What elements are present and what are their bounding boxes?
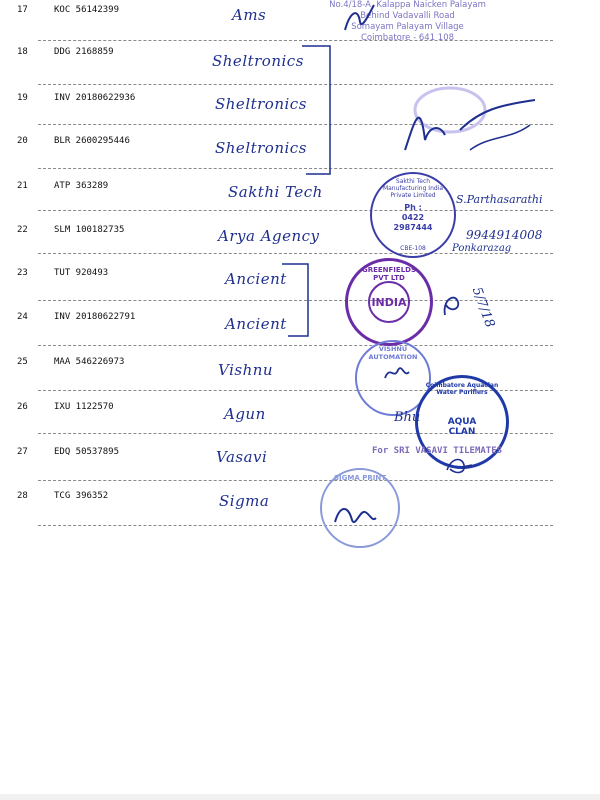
row-code: KOC 56142399: [54, 5, 120, 15]
phone-label: Ph :: [404, 203, 422, 212]
row-code: DDG 2168859: [54, 47, 114, 57]
row-number: 19: [17, 93, 28, 103]
phone-code: 0422: [401, 213, 425, 222]
row-number: 25: [17, 357, 28, 367]
bracket-ancient: [280, 262, 320, 342]
row-number: 26: [17, 402, 28, 412]
vasavi-stamp: For SRI VASAVI TILEMATES: [372, 446, 503, 456]
phone-number: 2987444: [393, 223, 433, 232]
page-bottom-edge: [0, 794, 600, 800]
stamp-line-2: Behind Vadavalli Road: [360, 11, 455, 21]
row-number: 18: [17, 47, 28, 57]
row-number: 20: [17, 136, 28, 146]
row-divider: [38, 525, 553, 526]
stamp-ring-text: VISHNU AUTOMATION: [368, 345, 418, 361]
signature-scribble-vishnu: [382, 360, 412, 385]
name-note: Ponkarazag: [452, 243, 512, 254]
row-signature: Sakthi Tech: [228, 183, 323, 201]
stamp-line-4: Coimbatore - 641 108: [360, 33, 455, 43]
row-code: INV 20180622791: [54, 312, 136, 322]
row-code: EDQ 50537895: [54, 447, 120, 457]
sakthi-tech-stamp: [370, 172, 456, 258]
stamp-bottom: CBE-108: [400, 245, 426, 252]
row-signature: Ams: [232, 6, 267, 24]
stamp-line-3: Somayam Palayam Village: [351, 22, 464, 32]
row-number: 24: [17, 312, 28, 322]
row-number: 21: [17, 181, 28, 191]
bracket-sheltronics: [300, 44, 340, 184]
row-signature: Vasavi: [216, 448, 268, 466]
aqua-label: AQUA: [447, 417, 477, 427]
row-divider: [38, 168, 553, 169]
signature-scribble-ancient: [440, 290, 470, 320]
signature-scribble-sheltronics: [400, 80, 550, 160]
row-signature: Sigma: [219, 492, 270, 510]
bhu-note: Bhu: [394, 410, 421, 425]
row-code: INV 20180622936: [54, 93, 136, 103]
row-signature: Agun: [224, 405, 266, 423]
stamp-ring-text: SIGMA PRINT: [334, 474, 386, 482]
row-divider: [38, 480, 553, 481]
signature-scribble-sigma: [330, 500, 380, 530]
stamp-ring-text: Sakthi Tech Manufacturing India Private Limited: [382, 178, 444, 199]
stamp-ring-text: Coimbatore Aquaclan Water Purifiers: [425, 382, 499, 396]
row-signature: Sheltronics: [212, 52, 304, 70]
clan-label: CLAN: [448, 427, 476, 437]
row-code: TUT 920493: [54, 268, 109, 278]
row-signature: Ancient: [225, 270, 287, 288]
row-code: BLR 2600295446: [54, 136, 130, 146]
row-signature: Arya Agency: [218, 227, 320, 245]
row-number: 28: [17, 491, 28, 501]
date-note: 5/7/18: [468, 285, 498, 330]
row-signature: Sheltronics: [215, 139, 307, 157]
row-code: SLM 100182735: [54, 225, 125, 235]
row-signature: Ancient: [225, 315, 287, 333]
row-code: MAA 546226973: [54, 357, 125, 367]
row-signature: Vishnu: [218, 361, 274, 379]
row-number: 23: [17, 268, 28, 278]
greenfields-stamp: [345, 258, 433, 346]
row-code: TCG 396352: [54, 491, 109, 501]
row-number: 17: [17, 5, 28, 15]
stamp-center: INDIA: [368, 281, 410, 323]
row-divider: [38, 345, 553, 346]
row-code: IXU 1122570: [54, 402, 114, 412]
row-number: 22: [17, 225, 28, 235]
stamp-ring-text: GREENFIELDS PVT LTD: [361, 266, 417, 282]
stamp-line-1: No.4/18-A, Kalappa Naicken Palayam: [329, 0, 486, 10]
row-number: 27: [17, 447, 28, 457]
signature-scribble-top: [340, 2, 380, 32]
signature-scribble-vasavi: [444, 455, 474, 477]
row-code: ATP 363289: [54, 181, 109, 191]
signatory-name: S.Parthasarathi: [456, 193, 543, 206]
row-divider: [38, 210, 553, 211]
row-signature: Sheltronics: [215, 95, 307, 113]
phone-note: 9944914008: [466, 228, 543, 242]
